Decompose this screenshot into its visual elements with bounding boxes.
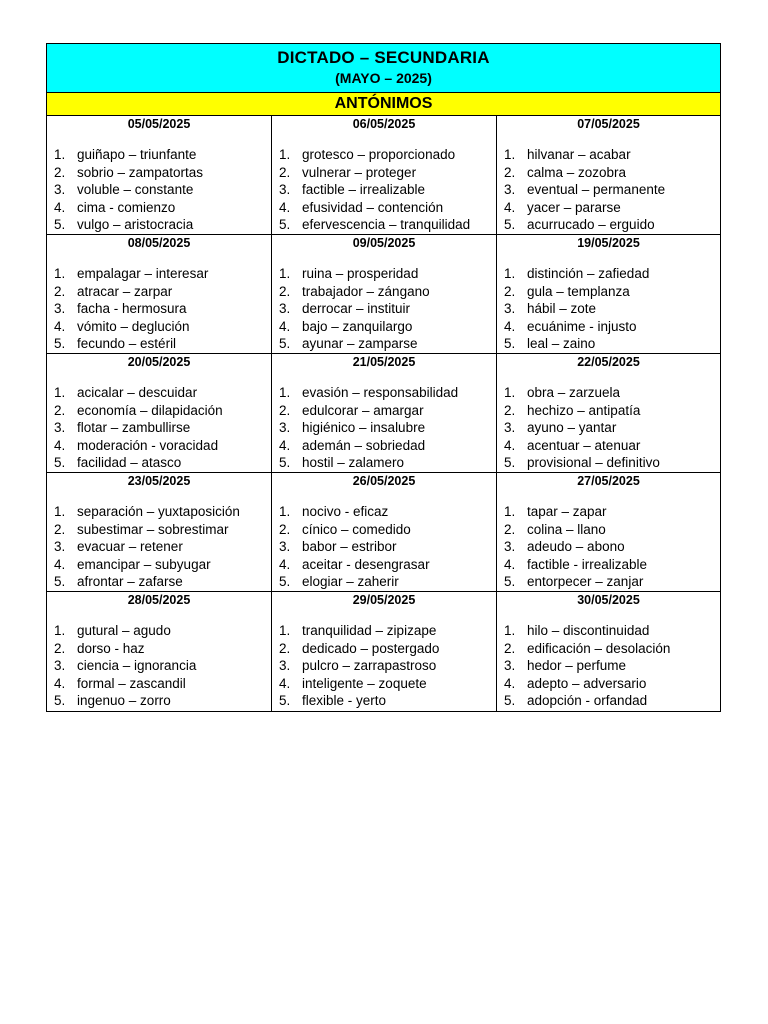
antonym-pair: babor – estribor (302, 539, 397, 555)
item-number: 2. (279, 283, 291, 299)
antonym-pair: provisional – definitivo (527, 455, 660, 471)
antonym-pair: dedicado – postergado (302, 640, 440, 656)
item-number: 4. (279, 199, 291, 215)
antonym-item (47, 503, 271, 521)
antonym-pair: vulnerar – proteger (302, 164, 417, 180)
antonym-list (272, 265, 496, 353)
antonym-item (47, 538, 271, 556)
day-cell (47, 116, 272, 235)
item-number: 3. (504, 182, 516, 198)
item-number: 5. (54, 574, 66, 590)
antonym-item (272, 181, 496, 199)
antonym-pair: cínico – comedido (302, 521, 411, 537)
antonym-item (47, 300, 271, 318)
item-number: 3. (279, 539, 291, 555)
antonym-item (497, 283, 720, 301)
antonym-item (497, 335, 720, 353)
antonym-pair: adopción - orfandad (527, 693, 648, 709)
day-date: 08/05/2025 (127, 236, 191, 250)
antonym-item (47, 419, 271, 437)
item-number: 3. (54, 301, 66, 317)
antonym-list (47, 265, 271, 353)
antonym-item (272, 503, 496, 521)
antonym-pair: facha - hermosura (77, 301, 187, 317)
antonym-pair: afrontar – zafarse (77, 574, 183, 590)
antonym-pair: tranquilidad – zipizape (302, 623, 437, 638)
antonym-pair: moderación - voracidad (77, 437, 219, 453)
item-number: 1. (279, 147, 291, 162)
antonym-item (497, 164, 720, 182)
antonym-item (272, 454, 496, 472)
item-number: 2. (504, 283, 516, 299)
antonym-item (272, 538, 496, 556)
item-number: 1. (54, 266, 66, 281)
antonym-pair: hilo – discontinuidad (527, 623, 650, 638)
item-number: 5. (504, 574, 516, 590)
item-number: 4. (279, 437, 291, 453)
item-number: 2. (279, 164, 291, 180)
antonym-pair: acurrucado – erguido (527, 217, 655, 233)
item-number: 4. (54, 318, 66, 334)
antonym-pair: colina – llano (527, 521, 606, 537)
day-cell (47, 235, 272, 354)
item-number: 2. (54, 402, 66, 418)
antonym-item (272, 199, 496, 217)
item-number: 1. (504, 504, 516, 519)
antonym-list (497, 146, 720, 234)
day-date: 28/05/2025 (127, 593, 191, 607)
antonym-pair: yacer – pararse (527, 199, 621, 215)
antonym-item (272, 437, 496, 455)
antonym-item (47, 335, 271, 353)
item-number: 5. (279, 336, 291, 352)
antonym-item (272, 573, 496, 591)
antonym-pair: vulgo – aristocracia (77, 217, 194, 233)
day-date: 05/05/2025 (127, 117, 191, 131)
item-number: 3. (504, 539, 516, 555)
day-date: 26/05/2025 (352, 474, 416, 488)
item-number: 5. (504, 693, 516, 709)
item-number: 5. (54, 217, 66, 233)
day-cell (272, 354, 497, 473)
document-title: DICTADO – SECUNDARIA (277, 48, 490, 67)
antonym-item (272, 419, 496, 437)
item-number: 4. (504, 675, 516, 691)
day-date: 20/05/2025 (127, 355, 191, 369)
antonym-item (47, 521, 271, 539)
antonym-list (47, 146, 271, 234)
antonym-item (497, 146, 720, 164)
antonym-pair: vómito – deglución (77, 318, 190, 334)
item-number: 4. (504, 437, 516, 453)
day-cell (272, 592, 497, 711)
antonym-pair: leal – zaino (527, 336, 596, 352)
item-number: 3. (279, 658, 291, 674)
day-cell (47, 473, 272, 592)
antonym-item (47, 283, 271, 301)
antonym-pair: distinción – zafiedad (527, 266, 650, 281)
antonym-item (47, 199, 271, 217)
item-number: 1. (54, 385, 66, 400)
item-number: 2. (504, 164, 516, 180)
antonym-pair: grotesco – proporcionado (302, 147, 456, 162)
antonym-pair: evacuar – retener (77, 539, 183, 555)
antonym-list (47, 503, 271, 591)
item-number: 4. (54, 556, 66, 572)
item-number: 3. (54, 182, 66, 198)
antonym-pair: hábil – zote (527, 301, 597, 317)
antonym-list (272, 622, 496, 710)
antonym-pair: inteligente – zoquete (302, 675, 427, 691)
antonym-pair: eventual – permanente (527, 182, 666, 198)
item-number: 1. (504, 623, 516, 638)
antonym-pair: bajo – zanquilargo (302, 318, 413, 334)
day-cell (497, 592, 720, 711)
antonym-pair: adeudo – abono (527, 539, 625, 555)
antonym-item (497, 521, 720, 539)
antonym-pair: evasión – responsabilidad (302, 385, 459, 400)
day-cell (272, 235, 497, 354)
antonym-item (47, 573, 271, 591)
antonym-pair: sobrio – zampatortas (77, 164, 204, 180)
antonym-pair: emancipar – subyugar (77, 556, 211, 572)
antonym-list (47, 384, 271, 472)
antonym-pair: ecuánime - injusto (527, 318, 637, 334)
antonym-pair: ademán – sobriedad (302, 437, 426, 453)
antonym-pair: subestimar – sobrestimar (77, 521, 229, 537)
antonym-item (272, 146, 496, 164)
item-number: 4. (54, 199, 66, 215)
item-number: 4. (279, 556, 291, 572)
day-date: 09/05/2025 (352, 236, 416, 250)
item-number: 2. (504, 521, 516, 537)
title-banner (47, 44, 720, 93)
antonym-pair: higiénico – insalubre (302, 420, 426, 436)
day-date: 22/05/2025 (577, 355, 640, 369)
day-date: 29/05/2025 (352, 593, 416, 607)
item-number: 1. (54, 504, 66, 519)
antonym-item (272, 216, 496, 234)
antonym-item (272, 556, 496, 574)
antonym-pair: trabajador – zángano (302, 283, 430, 299)
antonym-pair: gula – templanza (527, 283, 630, 299)
antonym-pair: edulcorar – amargar (302, 402, 424, 418)
antonym-pair: nocivo - eficaz (302, 504, 389, 519)
antonym-pair: pulcro – zarrapastroso (302, 658, 437, 674)
antonym-item (47, 675, 271, 693)
day-date: 30/05/2025 (577, 593, 640, 607)
item-number: 3. (279, 420, 291, 436)
item-number: 3. (504, 658, 516, 674)
antonym-item (272, 265, 496, 283)
item-number: 1. (279, 266, 291, 281)
item-number: 5. (279, 217, 291, 233)
antonym-item (497, 419, 720, 437)
antonym-item (47, 454, 271, 472)
antonym-item (272, 283, 496, 301)
item-number: 4. (279, 675, 291, 691)
antonym-pair: flotar – zambullirse (77, 420, 191, 436)
item-number: 1. (504, 147, 516, 162)
antonym-pair: empalagar – interesar (77, 266, 209, 281)
antonym-pair: obra – zarzuela (527, 385, 621, 400)
antonym-pair: calma – zozobra (527, 164, 627, 180)
antonym-item (497, 538, 720, 556)
antonym-item (497, 675, 720, 693)
antonym-pair: acentuar – atenuar (527, 437, 641, 453)
antonym-pair: ruina – prosperidad (302, 266, 419, 281)
antonym-pair: hilvanar – acabar (527, 147, 631, 162)
antonym-pair: factible – irrealizable (302, 182, 426, 198)
antonym-pair: voluble – constante (77, 182, 194, 198)
antonym-pair: efusividad – contención (302, 199, 444, 215)
antonym-item (47, 622, 271, 640)
item-number: 1. (504, 385, 516, 400)
item-number: 5. (54, 693, 66, 709)
antonym-item (47, 640, 271, 658)
antonym-item (497, 640, 720, 658)
day-cell (497, 473, 720, 592)
item-number: 5. (504, 217, 516, 233)
item-number: 1. (279, 623, 291, 638)
antonym-item (497, 657, 720, 675)
antonym-item (497, 692, 720, 710)
antonym-item (47, 692, 271, 710)
antonym-pair: separación – yuxtaposición (77, 504, 240, 519)
item-number: 3. (504, 301, 516, 317)
antonym-item (47, 556, 271, 574)
antonym-pair: guiñapo – triunfante (77, 147, 197, 162)
item-number: 2. (279, 402, 291, 418)
item-number: 5. (504, 455, 516, 471)
item-number: 4. (504, 318, 516, 334)
antonym-list (497, 622, 720, 710)
day-cell (47, 354, 272, 473)
item-number: 2. (504, 640, 516, 656)
item-number: 5. (279, 574, 291, 590)
antonym-item (47, 164, 271, 182)
antonym-item (497, 573, 720, 591)
antonym-item (497, 181, 720, 199)
antonym-pair: entorpecer – zanjar (527, 574, 644, 590)
antonym-item (497, 265, 720, 283)
antonym-item (47, 146, 271, 164)
antonym-pair: dorso - haz (77, 640, 145, 656)
antonym-item (272, 300, 496, 318)
antonym-item (497, 300, 720, 318)
day-date: 19/05/2025 (577, 236, 640, 250)
antonym-item (47, 657, 271, 675)
antonym-pair: elogiar – zaherir (302, 574, 399, 590)
item-number: 2. (54, 283, 66, 299)
antonym-list (272, 146, 496, 234)
day-cell (272, 473, 497, 592)
antonym-pair: factible - irrealizable (527, 556, 648, 572)
item-number: 3. (279, 301, 291, 317)
antonym-pair: hedor – perfume (527, 658, 627, 674)
antonym-item (497, 622, 720, 640)
item-number: 3. (54, 658, 66, 674)
section-heading: ANTÓNIMOS (47, 93, 720, 116)
antonym-item (47, 318, 271, 336)
antonym-item (272, 640, 496, 658)
item-number: 1. (54, 147, 66, 162)
antonym-pair: adepto – adversario (527, 675, 647, 691)
antonym-pair: ingenuo – zorro (77, 693, 171, 709)
document-subtitle: (MAYO – 2025) (335, 70, 432, 86)
item-number: 2. (54, 521, 66, 537)
item-number: 2. (504, 402, 516, 418)
item-number: 3. (279, 182, 291, 198)
day-date: 21/05/2025 (352, 355, 416, 369)
antonym-item (497, 556, 720, 574)
day-cell (497, 116, 720, 235)
antonym-item (497, 402, 720, 420)
antonym-pair: atracar – zarpar (77, 283, 173, 299)
antonyms-grid (47, 116, 720, 711)
antonym-pair: economía – dilapidación (77, 402, 223, 418)
antonym-item (272, 335, 496, 353)
antonym-list (497, 384, 720, 472)
antonym-list (497, 265, 720, 353)
antonym-pair: aceitar - desengrasar (302, 556, 430, 572)
antonym-item (497, 503, 720, 521)
antonym-item (47, 181, 271, 199)
item-number: 5. (279, 693, 291, 709)
antonym-item (47, 384, 271, 402)
day-cell (272, 116, 497, 235)
item-number: 1. (54, 623, 66, 638)
antonym-item (497, 216, 720, 234)
antonym-item (497, 318, 720, 336)
antonym-pair: tapar – zapar (527, 504, 607, 519)
antonym-pair: flexible - yerto (302, 693, 387, 709)
day-cell (47, 592, 272, 711)
item-number: 4. (504, 199, 516, 215)
antonym-list (272, 503, 496, 591)
antonym-item (272, 402, 496, 420)
antonym-list (47, 622, 271, 710)
antonym-pair: fecundo – estéril (77, 336, 177, 352)
item-number: 2. (279, 521, 291, 537)
antonym-item (47, 437, 271, 455)
dictation-sheet (46, 43, 721, 712)
item-number: 3. (504, 420, 516, 436)
antonym-item (272, 622, 496, 640)
antonym-item (272, 692, 496, 710)
antonym-item (47, 402, 271, 420)
day-cell (497, 354, 720, 473)
item-number: 1. (279, 385, 291, 400)
antonym-item (47, 265, 271, 283)
antonym-pair: hostil – zalamero (302, 455, 405, 471)
antonym-item (272, 657, 496, 675)
item-number: 1. (279, 504, 291, 519)
antonym-pair: derrocar – instituir (302, 301, 411, 317)
item-number: 5. (279, 455, 291, 471)
antonym-item (497, 384, 720, 402)
antonym-pair: cima - comienzo (77, 199, 176, 215)
antonym-pair: acicalar – descuidar (77, 385, 198, 400)
day-date: 27/05/2025 (577, 474, 640, 488)
antonym-item (272, 384, 496, 402)
item-number: 3. (54, 420, 66, 436)
antonym-list (497, 503, 720, 591)
day-cell (497, 235, 720, 354)
item-number: 5. (54, 455, 66, 471)
antonym-pair: facilidad – atasco (77, 455, 182, 471)
antonym-pair: ciencia – ignorancia (77, 658, 197, 674)
antonym-pair: efervescencia – tranquilidad (302, 217, 471, 233)
antonym-item (272, 675, 496, 693)
day-date: 07/05/2025 (577, 117, 640, 131)
item-number: 1. (504, 266, 516, 281)
antonym-item (272, 164, 496, 182)
antonym-pair: hechizo – antipatía (527, 402, 641, 418)
item-number: 2. (54, 164, 66, 180)
antonym-item (497, 454, 720, 472)
antonym-item (272, 318, 496, 336)
item-number: 3. (54, 539, 66, 555)
antonym-list (272, 384, 496, 472)
item-number: 4. (54, 675, 66, 691)
antonym-pair: formal – zascandil (77, 675, 186, 691)
antonym-item (272, 521, 496, 539)
antonym-pair: ayunar – zamparse (302, 336, 418, 352)
antonym-item (497, 199, 720, 217)
antonym-pair: ayuno – yantar (527, 420, 617, 436)
item-number: 2. (279, 640, 291, 656)
item-number: 4. (504, 556, 516, 572)
item-number: 4. (54, 437, 66, 453)
antonym-item (497, 437, 720, 455)
item-number: 4. (279, 318, 291, 334)
day-date: 23/05/2025 (127, 474, 191, 488)
day-date: 06/05/2025 (352, 117, 416, 131)
item-number: 5. (54, 336, 66, 352)
antonym-item (47, 216, 271, 234)
antonym-pair: edificación – desolación (527, 640, 671, 656)
item-number: 2. (54, 640, 66, 656)
item-number: 5. (504, 336, 516, 352)
antonym-pair: gutural – agudo (77, 623, 171, 638)
